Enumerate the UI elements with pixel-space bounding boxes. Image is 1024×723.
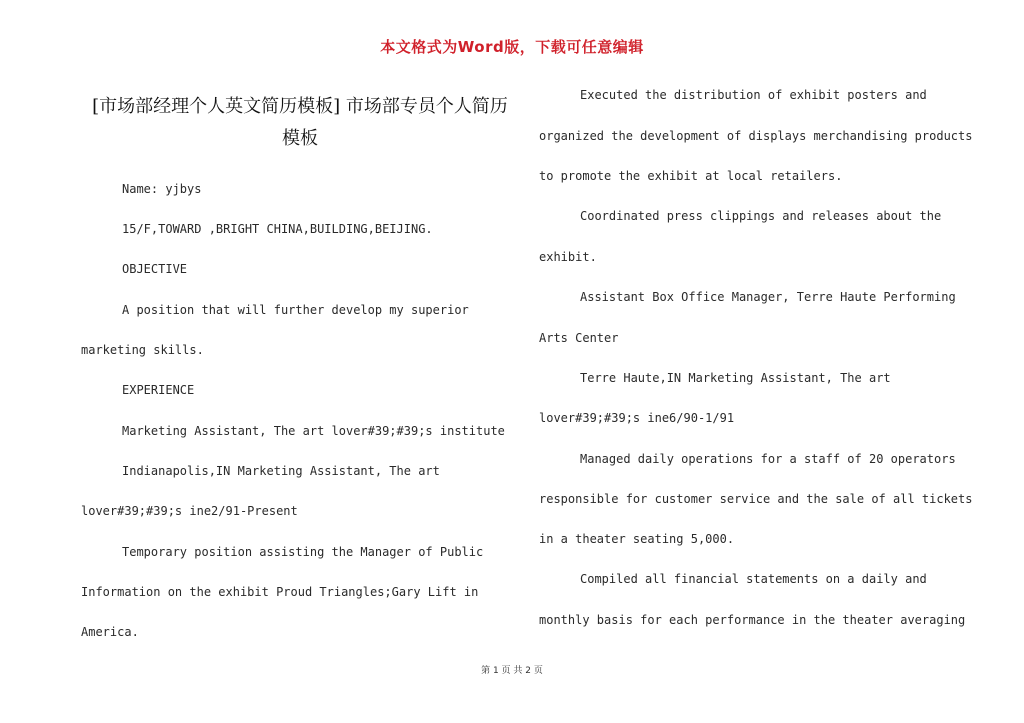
job-title-2-line-1: Assistant Box Office Manager, Terre Haute Performing: [580, 290, 956, 304]
job-title-2-line-3: Terre Haute,IN Marketing Assistant, The art: [580, 371, 891, 385]
duty-line-5: exhibit.: [539, 250, 597, 264]
job-title-line-1: Marketing Assistant, The art lover#39;#39;s institute: [122, 424, 505, 438]
objective-text-line-2: marketing skills.: [81, 343, 204, 357]
job-title-2-line-4: lover#39;#39;s ine6/90-1/91: [539, 411, 735, 425]
document-title-line-2: 模板: [282, 128, 318, 149]
objective-text-line-1: A position that will further develop my superior: [122, 303, 469, 317]
duty-line-7: responsible for customer service and the sale of all tickets: [539, 492, 973, 506]
resume-address-line: 15/F,TOWARD ,BRIGHT CHINA,BUILDING,BEIJING.: [122, 222, 433, 236]
job-description-line-3: America.: [81, 625, 139, 639]
duty-line-3: to promote the exhibit at local retailers.: [539, 169, 843, 183]
job-title-line-3: lover#39;#39;s ine2/91-Present: [81, 504, 298, 518]
duty-line-1: Executed the distribution of exhibit posters and: [580, 88, 927, 102]
duty-line-8: in a theater seating 5,000.: [539, 532, 735, 546]
duty-line-9: Compiled all financial statements on a daily and: [580, 572, 927, 586]
duty-line-10: monthly basis for each performance in the theater averaging: [539, 613, 966, 627]
objective-heading: OBJECTIVE: [122, 262, 188, 276]
experience-heading: EXPERIENCE: [122, 383, 195, 397]
job-title-line-2: Indianapolis,IN Marketing Assistant, The art: [122, 464, 440, 478]
duty-line-6: Managed daily operations for a staff of 20 operators: [580, 452, 956, 466]
duty-line-4: Coordinated press clippings and releases about the: [580, 209, 942, 223]
job-description-line-2: Information on the exhibit Proud Triangles;Gary Lift in: [81, 585, 479, 599]
download-notice-banner: 本文格式为Word版，下载可任意编辑: [380, 38, 644, 56]
document-title-line-1: [市场部经理个人英文简历模板] 市场部专员个人简历: [92, 96, 508, 117]
page-number-footer: 第 1 页 共 2 页: [481, 666, 543, 676]
job-description-line-1: Temporary position assisting the Manager of Public: [122, 545, 484, 559]
duty-line-2: organized the development of displays merchandising products: [539, 129, 973, 143]
resume-name-line: Name: yjbys: [122, 182, 202, 196]
job-title-2-line-2: Arts Center: [539, 331, 619, 345]
